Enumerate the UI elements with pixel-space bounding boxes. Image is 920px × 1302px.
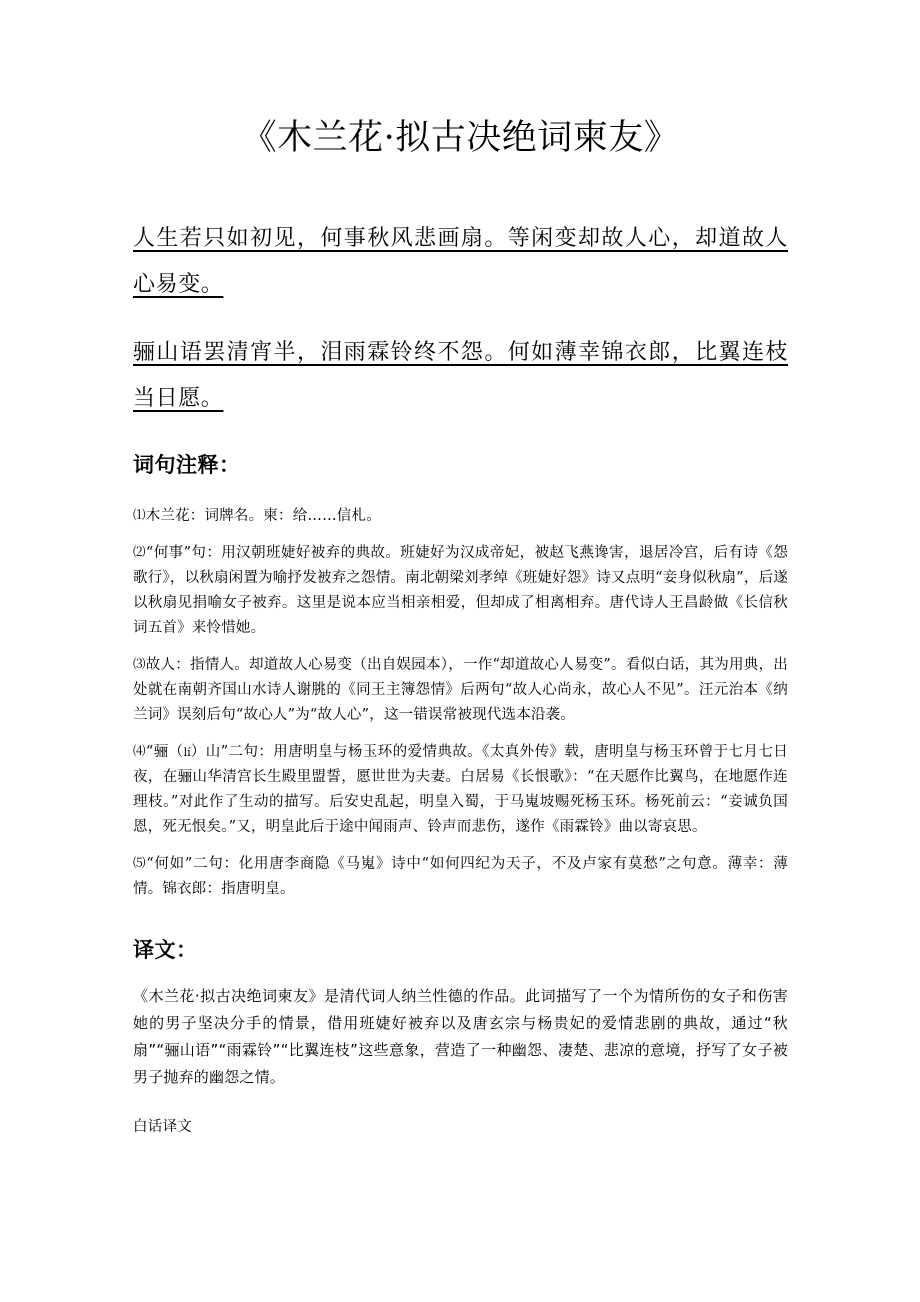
note-text: “何事”句：用汉朝班婕好被弃的典故。班婕好为汉成帝妃，被赵飞燕谗害，退居冷宫，后有诗《怨歌行》，以秋扇闲置为喻抒发被弃之怨情。南北朝梁刘孝绰《班婕好怨》诗又点明“妾身似秋扇”，后遂以秋扇见捐喻女子被弃。这里是说本应当相亲相爱，但却成了相离相弃。唐代诗人王昌龄做《长信秋词五首》来怜惜她。: [133, 544, 788, 636]
note-item: [133, 502, 788, 529]
pinyin-annotation: lí: [183, 745, 191, 759]
poem-stanza-first: [133, 216, 788, 308]
note-marker: ⑵: [133, 543, 146, 559]
poem-stanza-second-text: 骊山语罢清宵半，泪雨霖铃终不怨。何如薄幸锦衣郎，比翼连枝当日愿。: [133, 340, 788, 412]
notes-section-heading: 词句注释：: [133, 453, 241, 478]
note-text: 故人：指情人。却道故人心易变（出自娱园本），一作“却道故心人易变”。看似白话，其为用典，出处就在南朝齐国山水诗人谢朓的《同王主簿怨情》后两句“故人心尚永，故心人不见”。汪元治本《纳兰词》误刻后句“故心人”为“故人心”，这一错误常被现代选本沿袭。: [133, 656, 788, 723]
note-text: 木兰花：词牌名。柬：给……信札。: [145, 507, 381, 524]
note-item: [133, 850, 788, 902]
document-content: [133, 0, 788, 1140]
note-marker: ⑴: [133, 506, 146, 522]
note-text-after-pinyin: ）山”二句：用唐明皇与杨玉环的爱情典故。《太真外传》载，唐明皇与杨玉环曾于七月七日夜，在骊山华清宫长生殿里盟誓，愿世世为夫妻。白居易《长恨歌》：“在天愿作比翼鸟，在地愿作连理枝。”对此作了生动的描写。后安史乱起，明皇入蜀，于马嵬坡赐死杨玉环。杨死前云：“妾诚负国恩，死无恨矣。”又，明皇此后于途中闻雨声、铃声而悲伤，遂作《雨霖铃》曲以寄哀思。: [133, 743, 788, 835]
poem-stanza-second: [133, 330, 788, 422]
note-marker: ⑶: [133, 655, 146, 671]
note-item: [133, 651, 788, 728]
translation-section-heading: 译文：: [133, 936, 198, 962]
note-text-before-pinyin: “骊（: [145, 743, 184, 760]
vernacular-translation-label: 白话译文: [133, 1118, 193, 1135]
page-title: 《木兰花·拟古决绝词柬友》: [241, 118, 680, 158]
note-item: [133, 738, 788, 840]
notes-list: [133, 502, 788, 902]
note-text: “何如”二句：化用唐李商隐《马嵬》诗中“如何四纪为天子，不及卢家有莫愁”之句意。薄幸：薄情。锦衣郎：指唐明皇。: [133, 855, 788, 897]
note-marker: ⑷: [133, 742, 146, 758]
note-marker: ⑸: [133, 854, 147, 870]
note-item: [133, 539, 788, 641]
poem-stanza-first-text: 人生若只如初见，何事秋风悲画扇。等闲变却故人心，却道故人心易变。: [133, 226, 788, 298]
translation-body-text: 《木兰花·拟古决绝词柬友》是清代词人纳兰性德的作品。此词描写了一个为情所伤的女子和伤害她的男子坚决分手的情景，借用班婕好被弃以及唐玄宗与杨贵妃的爱情悲剧的典故，通过“秋扇”“骊山语”“雨霖铃”“比翼连枝”这些意象，营造了一种幽怨、凄楚、悲凉的意境，抒写了女子被男子抛弃的幽怨之情。: [133, 986, 788, 1086]
